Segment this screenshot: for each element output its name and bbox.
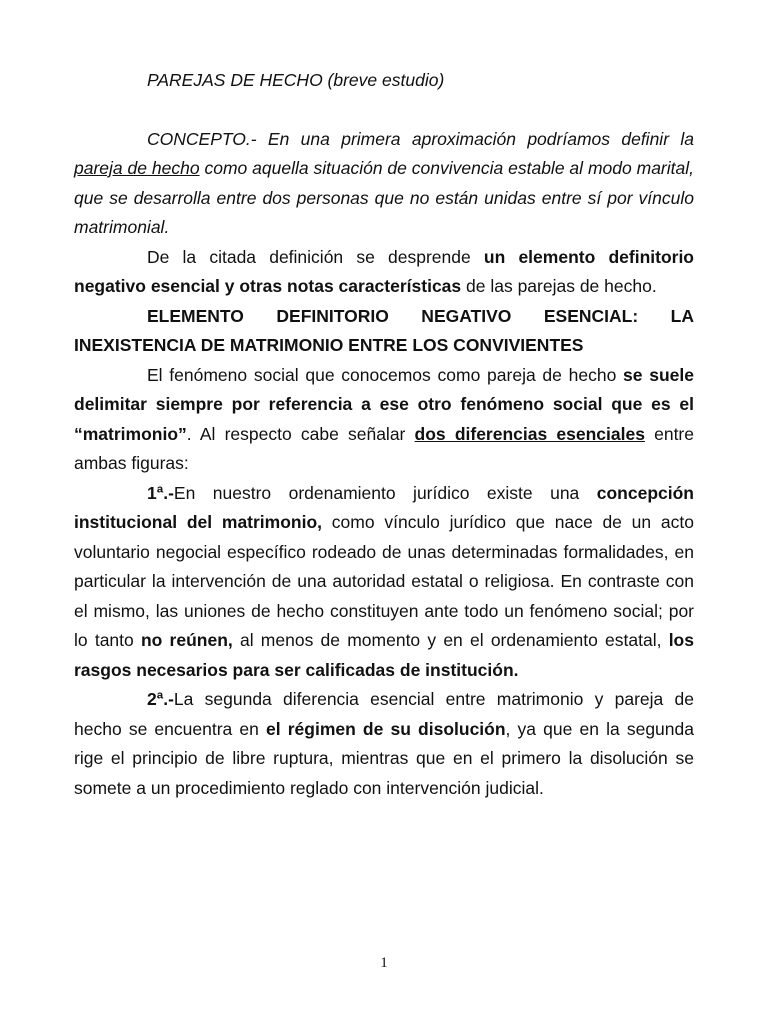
segunda-c: , ya que en la segunda rige el principio de libre ruptura, mientras que en el primero la disolución se somete a un procedimiento reglado con intervención judicial.	[74, 718, 694, 798]
concepto-lead: CONCEPTO.- En una primera aproximación podríamos definir la	[147, 128, 694, 149]
definicion-c: de las parejas de hecho.	[461, 276, 657, 296]
fenomeno-e: entre ambas figuras:	[74, 423, 694, 473]
primera-c: como vínculo jurídico que nace de un acto voluntario negocial específico rodeado de unas determinadas formalidades, en particular la intervención de una autoridad estatal o religiosa. En contraste con el mismo, las uniones de hecho constituyen ante todo un fenómeno social; por lo tanto	[74, 512, 694, 650]
paragraph-segunda-diferencia	[74, 685, 694, 803]
primera-bold-concepcion: concepción institucional del matrimonio,	[74, 482, 694, 532]
fenomeno-a: El fenómeno social que conocemos como pareja de hecho	[147, 364, 624, 385]
definicion-a: De la citada definición se desprende	[147, 246, 484, 267]
dos-diferencias: dos diferencias esenciales	[414, 423, 645, 444]
item-number-1: 1ª.-	[147, 482, 174, 503]
term-pareja-de-hecho: pareja de hecho	[74, 158, 200, 178]
segunda-bold-regimen: el régimen de su disolución	[266, 718, 506, 739]
definicion-bold: un elemento definitorio negativo esencial y otras notas características	[74, 246, 694, 296]
page-number: 1	[380, 955, 388, 971]
paragraph-fenomeno	[74, 361, 694, 479]
paragraph-concepto	[74, 125, 694, 243]
fenomeno-bold: se suele delimitar siempre por referencia a ese otro fenómeno social que es el “matrimonio”	[74, 364, 694, 444]
segunda-a: La segunda diferencia esencial entre matrimonio y pareja de hecho se encuentra en	[74, 689, 694, 739]
document-title: PAREJAS DE HECHO (breve estudio)	[147, 70, 445, 90]
primera-a: En nuestro ordenamiento jurídico existe una	[173, 482, 597, 503]
concepto-rest: como aquella situación de convivencia estable al modo marital, que se desarrolla entre dos personas que no están unidas entre sí por vínculo matrimonial.	[74, 158, 694, 237]
section-heading: ELEMENTO DEFINITORIO NEGATIVO ESENCIAL: LA INEXISTENCIA DE MATRIMONIO ENTRE LOS CONVIVIENTES	[74, 305, 694, 355]
item-number-2: 2ª.-	[147, 689, 174, 709]
primera-e: al menos de momento y en el ordenamiento estatal,	[232, 630, 669, 650]
primera-bold-rasgos: los rasgos necesarios para ser calificadas de institución.	[74, 630, 694, 680]
fenomeno-c: . Al respecto cabe señalar	[186, 423, 415, 444]
document-body	[74, 66, 694, 803]
primera-bold-no-reunen: no reúnen,	[140, 630, 233, 650]
paragraph-definicion	[74, 243, 694, 302]
paragraph-primera-diferencia	[74, 479, 694, 686]
